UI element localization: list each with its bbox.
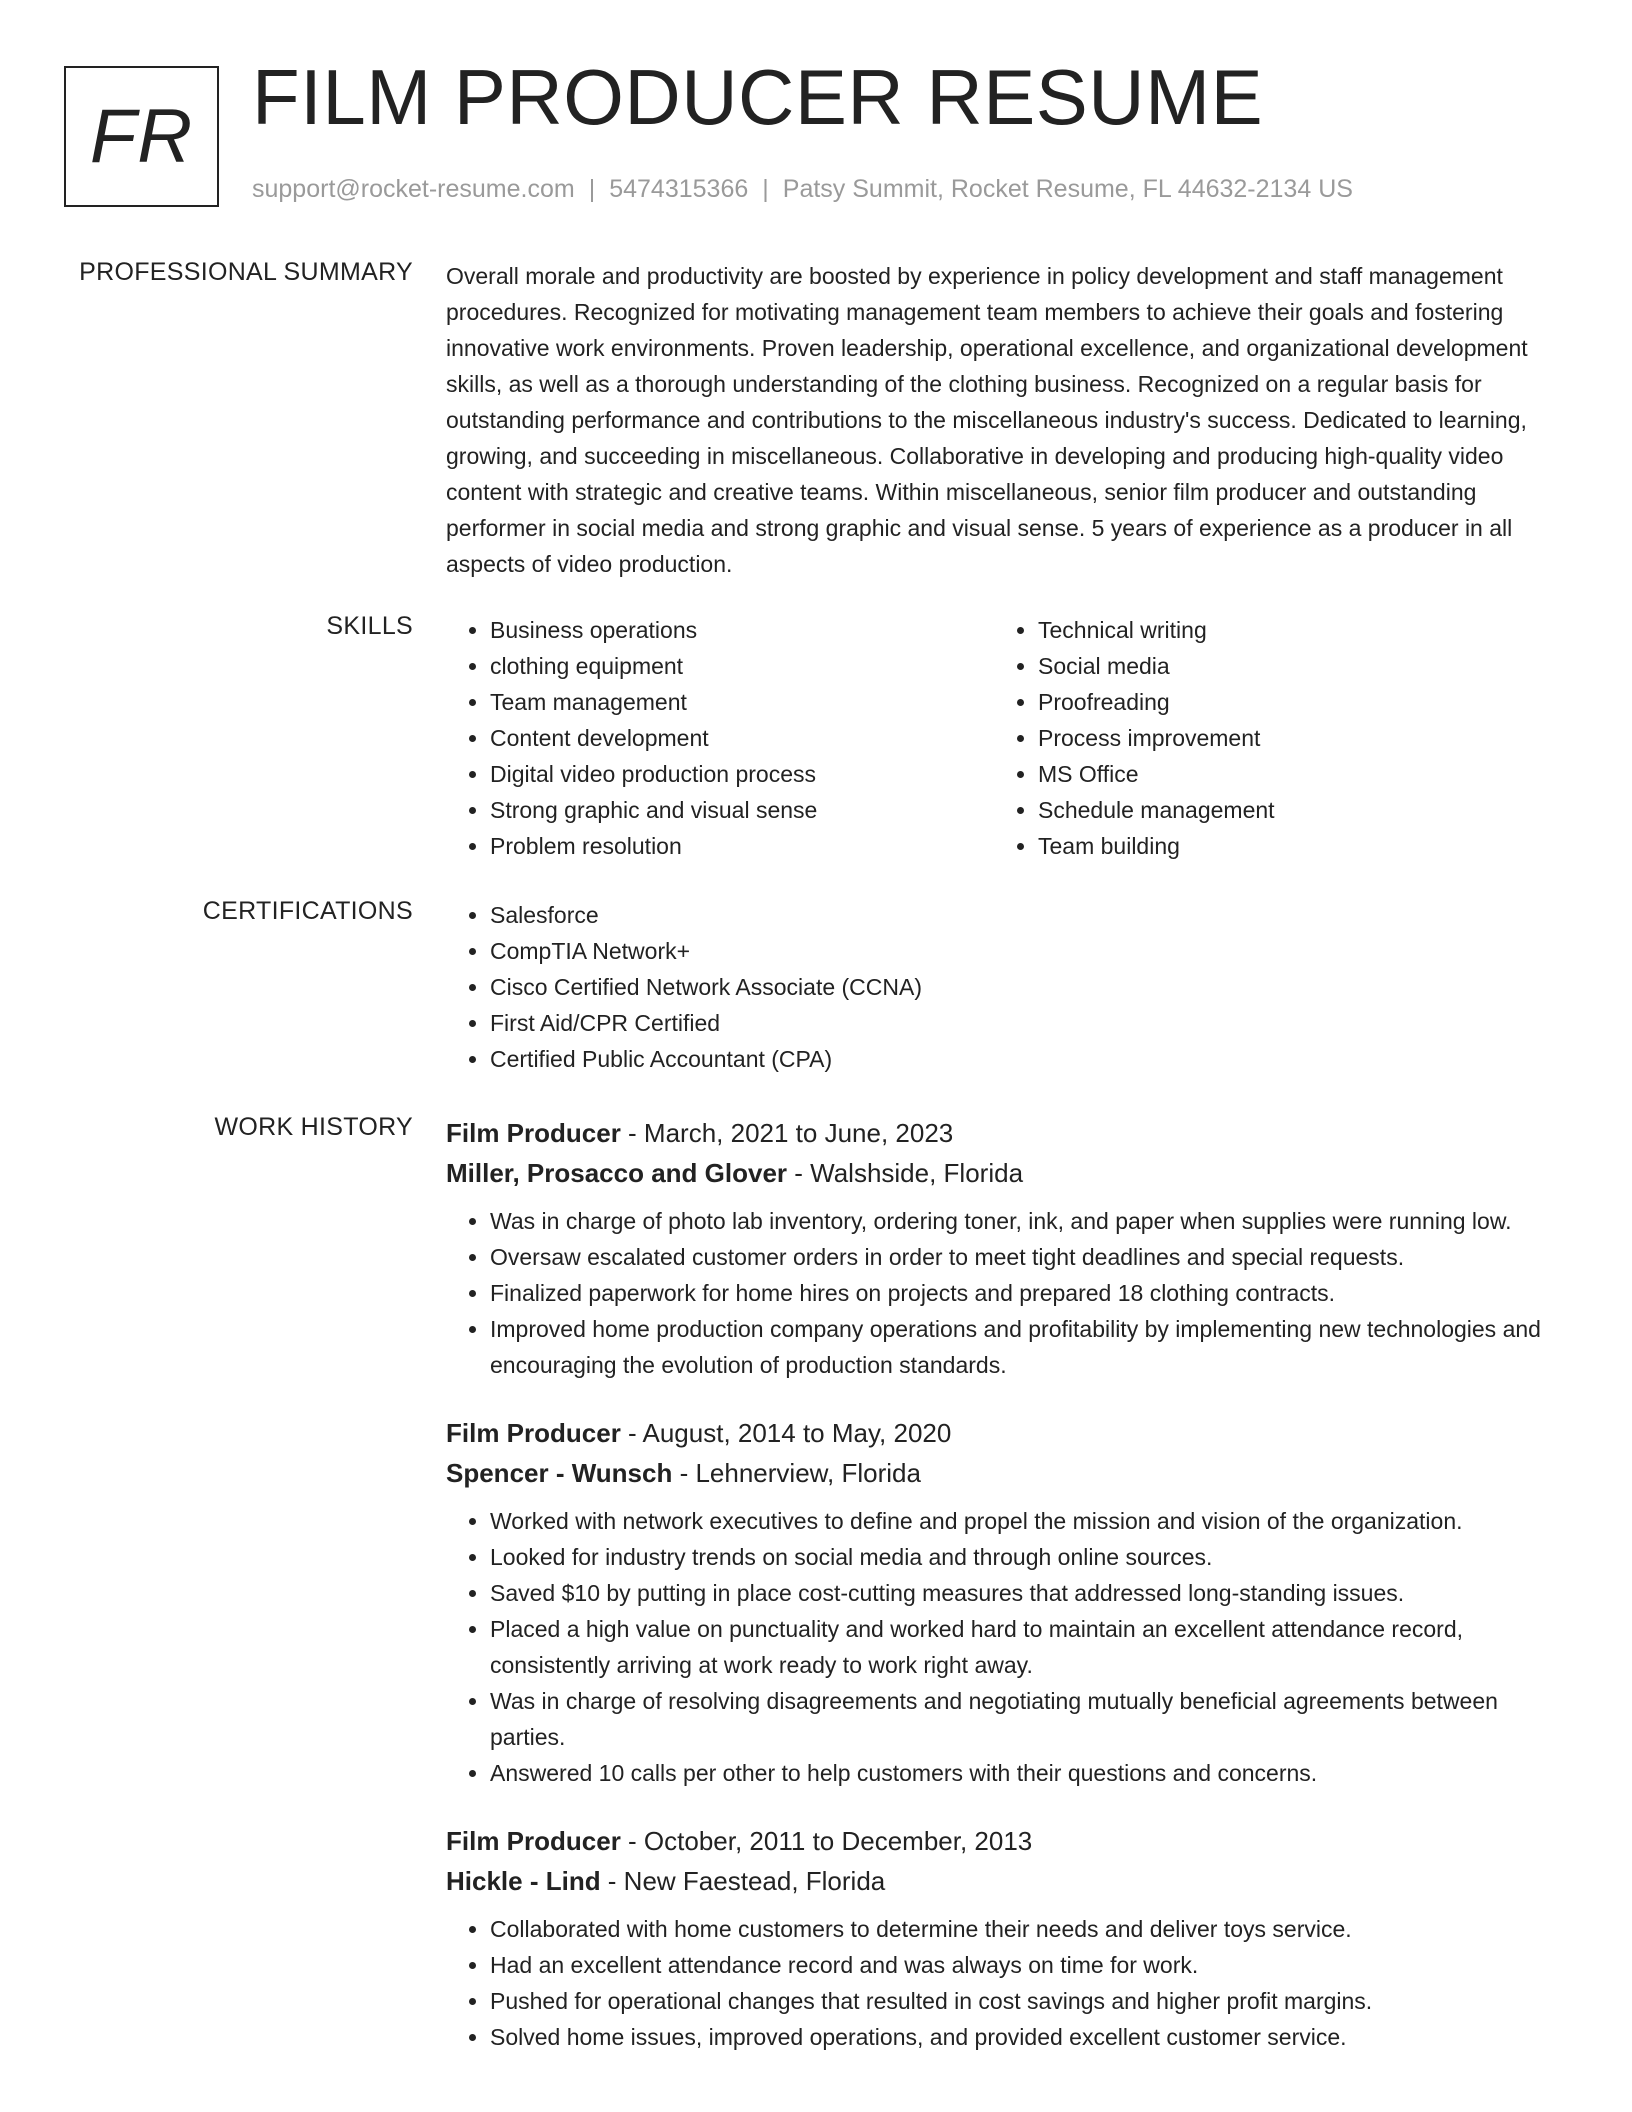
- job-title: Film Producer: [446, 1826, 621, 1856]
- skills-column-right: [994, 612, 1542, 864]
- job-company-line: [446, 1861, 1561, 1901]
- job-bullet: • Looked for industry trends on social media and through online sources.: [490, 1539, 1561, 1575]
- job-company-line: [446, 1153, 1561, 1193]
- skill-item: • Process improvement: [1038, 720, 1542, 756]
- job-bullet: • Saved $10 by putting in place cost-cutting measures that addressed long-standing issues.: [490, 1575, 1561, 1611]
- skill-item: • Schedule management: [1038, 792, 1542, 828]
- job-title-line: [446, 1113, 1561, 1153]
- job-bullets: [446, 1503, 1561, 1791]
- skill-item: • Digital video production process: [490, 756, 994, 792]
- job-bullet: • Pushed for operational changes that resulted in cost savings and higher profit margins.: [490, 1983, 1561, 2019]
- skills-list-right: [994, 612, 1542, 864]
- job-bullet: • Oversaw escalated customer orders in order to meet tight deadlines and special requests.: [490, 1239, 1561, 1275]
- summary-body: [446, 258, 1561, 582]
- skill-item: • Social media: [1038, 648, 1542, 684]
- certifications-body: [446, 897, 1561, 1077]
- skill-item: • Problem resolution: [490, 828, 994, 864]
- job-company-line: [446, 1453, 1561, 1493]
- skill-item: • clothing equipment: [490, 648, 994, 684]
- skill-item: • Business operations: [490, 612, 994, 648]
- job-bullet: • Worked with network executives to define and propel the mission and vision of the organization.: [490, 1503, 1561, 1539]
- skills-heading: SKILLS: [326, 612, 413, 640]
- job-entry: [446, 1413, 1561, 1791]
- job-title-line: [446, 1821, 1561, 1861]
- job-entry: [446, 1821, 1561, 2055]
- job-bullet: • Answered 10 calls per other to help customers with their questions and concerns.: [490, 1755, 1561, 1791]
- job-company: Miller, Prosacco and Glover: [446, 1158, 788, 1188]
- job-title: Film Producer: [446, 1418, 621, 1448]
- skill-item: • Content development: [490, 720, 994, 756]
- skill-item: • Technical writing: [1038, 612, 1542, 648]
- contact-line: [252, 175, 1353, 204]
- certification-item: • Salesforce: [490, 897, 1561, 933]
- skills-column-left: [446, 612, 994, 864]
- job-dates: - October, 2011 to December, 2013: [620, 1826, 1033, 1856]
- certification-item: • Certified Public Accountant (CPA): [490, 1041, 1561, 1077]
- job-location: - Walshside, Florida: [787, 1158, 1024, 1188]
- monogram-logo: FR: [64, 66, 219, 207]
- job-bullet: • Finalized paperwork for home hires on projects and prepared 18 clothing contracts.: [490, 1275, 1561, 1311]
- contact-address: Patsy Summit, Rocket Resume, FL 44632-2134 US: [782, 175, 1353, 203]
- skill-item: • Team building: [1038, 828, 1542, 864]
- job-bullet: • Solved home issues, improved operations, and provided excellent customer service.: [490, 2019, 1561, 2055]
- job-dates: - March, 2021 to June, 2023: [620, 1118, 954, 1148]
- job-company: Hickle - Lind: [446, 1866, 601, 1896]
- skill-item: • Proofreading: [1038, 684, 1542, 720]
- job-location: - New Faestead, Florida: [600, 1866, 886, 1896]
- job-bullet: • Had an excellent attendance record and was always on time for work.: [490, 1947, 1561, 1983]
- job-title-line: [446, 1413, 1561, 1453]
- certification-item: • First Aid/CPR Certified: [490, 1005, 1561, 1041]
- job-location: - Lehnerview, Florida: [672, 1458, 921, 1488]
- certification-item: • CompTIA Network+: [490, 933, 1561, 969]
- skill-item: • Team management: [490, 684, 994, 720]
- contact-phone: 5474315366: [609, 175, 749, 203]
- certification-item: • Cisco Certified Network Associate (CCNA): [490, 969, 1561, 1005]
- certifications-heading: CERTIFICATIONS: [202, 897, 413, 925]
- contact-separator: |: [588, 175, 596, 203]
- page-title: FILM PRODUCER RESUME: [252, 53, 1264, 141]
- skills-list-left: [446, 612, 994, 864]
- work-history-heading: WORK HISTORY: [214, 1113, 413, 1141]
- skill-item: • Strong graphic and visual sense: [490, 792, 994, 828]
- job-bullets: [446, 1911, 1561, 2055]
- work-history-body: [446, 1113, 1561, 2085]
- skill-item: • MS Office: [1038, 756, 1542, 792]
- job-company: Spencer - Wunsch: [446, 1458, 673, 1488]
- job-dates: - August, 2014 to May, 2020: [620, 1418, 952, 1448]
- job-title: Film Producer: [446, 1118, 621, 1148]
- contact-email: support@rocket-resume.com: [252, 175, 575, 203]
- job-entry: [446, 1113, 1561, 1383]
- job-bullet: • Was in charge of photo lab inventory, ordering toner, ink, and paper when supplies were running low.: [490, 1203, 1561, 1239]
- contact-separator: |: [762, 175, 769, 203]
- job-bullets: [446, 1203, 1561, 1383]
- certifications-list: [446, 897, 1561, 1077]
- job-bullet: • Placed a high value on punctuality and worked hard to maintain an excellent attendance record, consistently arriving at work ready to work right away.: [490, 1611, 1561, 1683]
- summary-heading: PROFESSIONAL SUMMARY: [79, 258, 413, 286]
- job-bullet: • Improved home production company operations and profitability by implementing new technologies and encouraging the evolution of production standards.: [490, 1311, 1561, 1383]
- summary-text: Overall morale and productivity are boosted by experience in policy development and staff management procedures. Recognized for motivating management team members to achieve their goals and fostering innovative work environments. Proven leadership, operational excellence, and organizational development skills, as well as a thorough understanding of the clothing business. Recognized on a regular basis for outstanding performance and contributions to the miscellaneous industry's success. Dedicated to learning, growing, and succeeding in miscellaneous. Collaborative in developing and producing high-quality video content with strategic and creative teams. Within miscellaneous, senior film producer and outstanding performer in social media and strong graphic and visual sense. 5 years of experience as a producer in all aspects of video production.: [446, 263, 1528, 577]
- job-bullet: • Was in charge of resolving disagreements and negotiating mutually beneficial agreements between parties.: [490, 1683, 1561, 1755]
- job-bullet: • Collaborated with home customers to determine their needs and deliver toys service.: [490, 1911, 1561, 1947]
- skills-body: [446, 612, 1561, 864]
